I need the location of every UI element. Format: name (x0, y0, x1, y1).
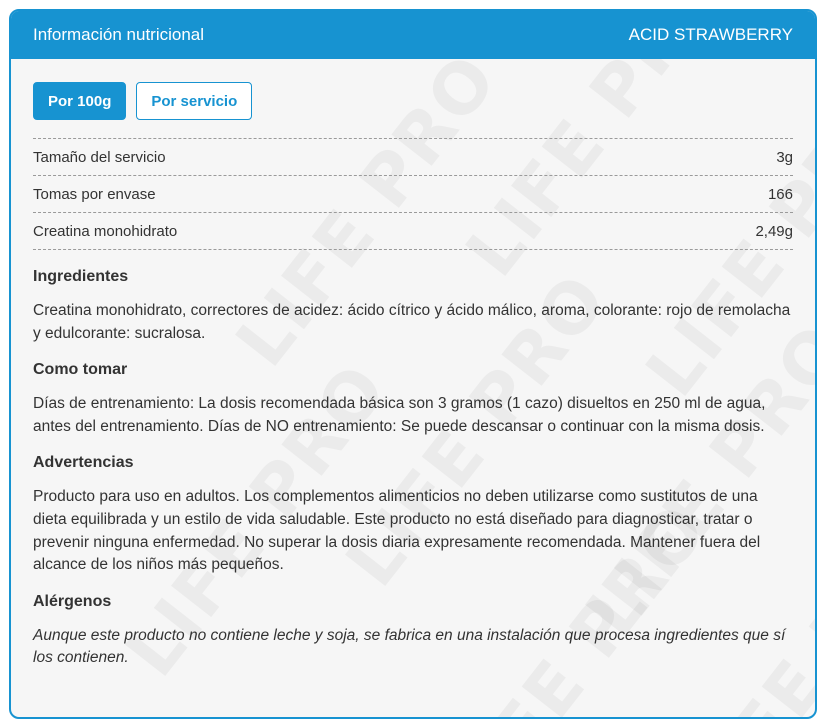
row-label: Tamaño del servicio (33, 148, 166, 166)
usage-text: Días de entrenamiento: La dosis recomendada básica son 3 gramos (1 cazo) disueltos en 250 ml de agua, antes del entrenamiento. Días de NO entrenamiento: Se puede descansar o continuar con la misma dosis. (33, 395, 766, 435)
tab-per-100g[interactable]: Por 100g (33, 82, 126, 120)
warnings-text: Producto para uso en adultos. Los complementos alimenticios no deben utilizarse como sustitutos de una dieta equilibrada y un estilo de vida saludable. Este producto no está diseñado para diagnosticar, tratar o prevenir ninguna enfermedad. No superar la dosis diaria expresamente recomendada. Mantener fuera del alcance de los niños más pequeños. (33, 488, 761, 574)
allergens-heading: Alérgenos (33, 592, 112, 610)
warnings-heading: Advertencias (33, 454, 134, 472)
allergens-text: Aunque este producto no contiene leche y soja, se fabrica en una instalación que procesa ingredientes que sí los contienen. (33, 626, 786, 667)
usage-heading: Como tomar (33, 361, 128, 379)
row-value: 166 (767, 185, 793, 203)
row-label: Creatina monohidrato (33, 222, 178, 240)
table-row (33, 138, 793, 176)
nutrition-table (33, 138, 793, 250)
tab-per-serving[interactable]: Por servicio (136, 82, 252, 120)
table-row (33, 176, 793, 213)
serving-tabs (33, 59, 793, 120)
product-name: ACID STRAWBERRY (628, 25, 793, 44)
header-title: Información nutricional (33, 25, 205, 44)
row-value: 2,49g (755, 222, 793, 240)
card-header (11, 11, 815, 59)
table-row (33, 213, 793, 250)
row-label: Tomas por envase (33, 185, 156, 203)
ingredients-text: Creatina monohidrato, correctores de acidez: ácido cítrico y ácido málico, aroma, colorante: rojo de remolacha y edulcorante: sucralosa. (33, 302, 791, 342)
row-value: 3g (776, 148, 793, 166)
nutrition-card (9, 9, 817, 719)
card-content (11, 59, 815, 670)
ingredients-heading: Ingredientes (33, 268, 129, 285)
